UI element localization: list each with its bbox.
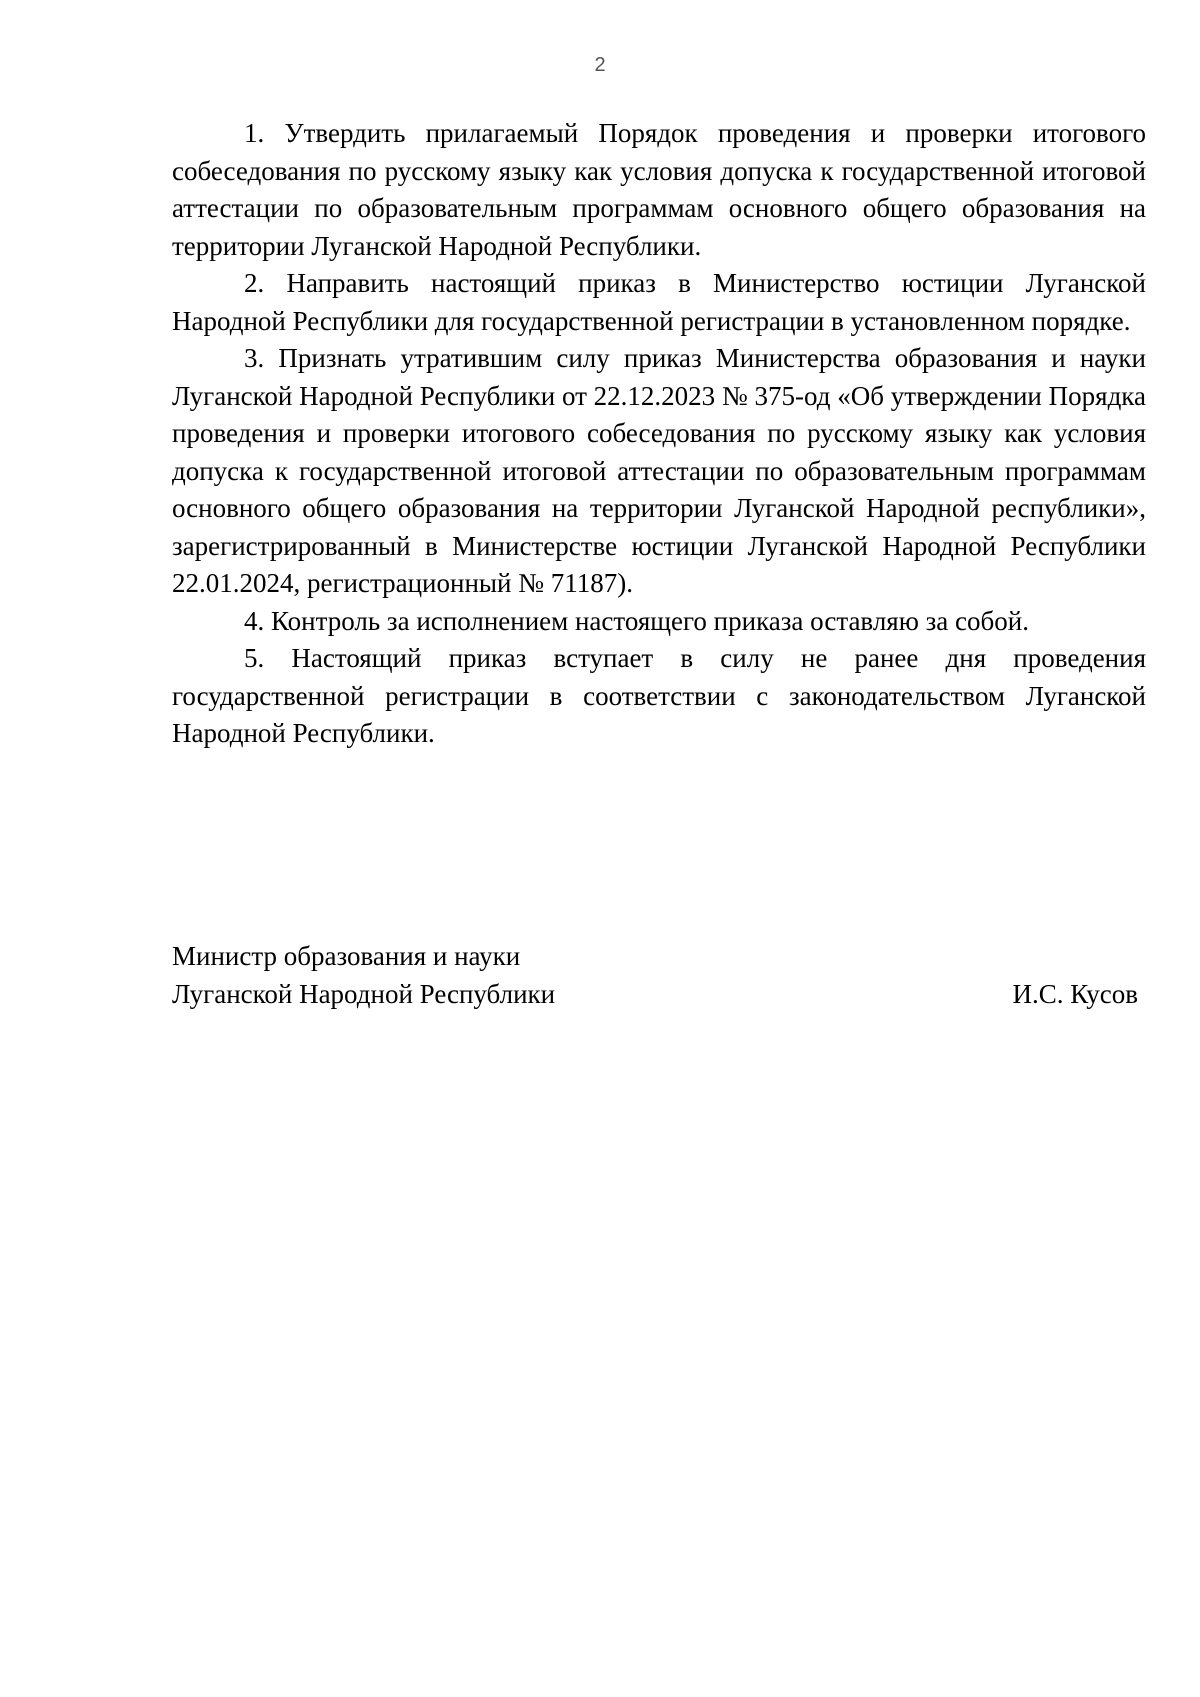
signature-line: [172, 976, 1138, 1014]
signatory-title-line-2: Луганской Народной Республики: [172, 978, 556, 1009]
document-body: [172, 115, 1146, 753]
signatory-name: И.С. Кусов: [1012, 978, 1138, 1009]
signatory-title-line-1: Министр образования и науки: [172, 941, 521, 971]
paragraph-4: 4. Контроль за исполнением настоящего приказа оставляю за собой.: [244, 605, 1029, 636]
signature-block: [172, 938, 1138, 1013]
page-number: 2: [594, 54, 606, 76]
paragraph-5: 5. Настоящий приказ вступает в силу не ранее дня проведения государственной регистрации в соответствии с законодательством Луганской Народной Республики.: [172, 643, 1146, 748]
paragraph-3: 3. Признать утратившим силу приказ Министерства образования и науки Луганской Народной Республики от 22.12.2023 № 375-од «Об утверждении Порядка проведения и проверки итогового собеседования по русскому языку как условия допуска к государственной итоговой аттестации по образовательным программам основного общего образования на территории Луганской Народной республики», зарегистрированный в Министерстве юстиции Луганской Народной Республики 22.01.2024, регистрационный № 71187).: [172, 343, 1146, 598]
paragraph-1: 1. Утвердить прилагаемый Порядок проведения и проверки итогового собеседования по русскому языку как условия допуска к государственной итоговой аттестации по образовательным программам основного общего образования на территории Луганской Народной Республики.: [172, 118, 1146, 261]
paragraph-2: 2. Направить настоящий приказ в Министерство юстиции Луганской Народной Республики для государственной регистрации в установленном порядке.: [172, 268, 1146, 336]
